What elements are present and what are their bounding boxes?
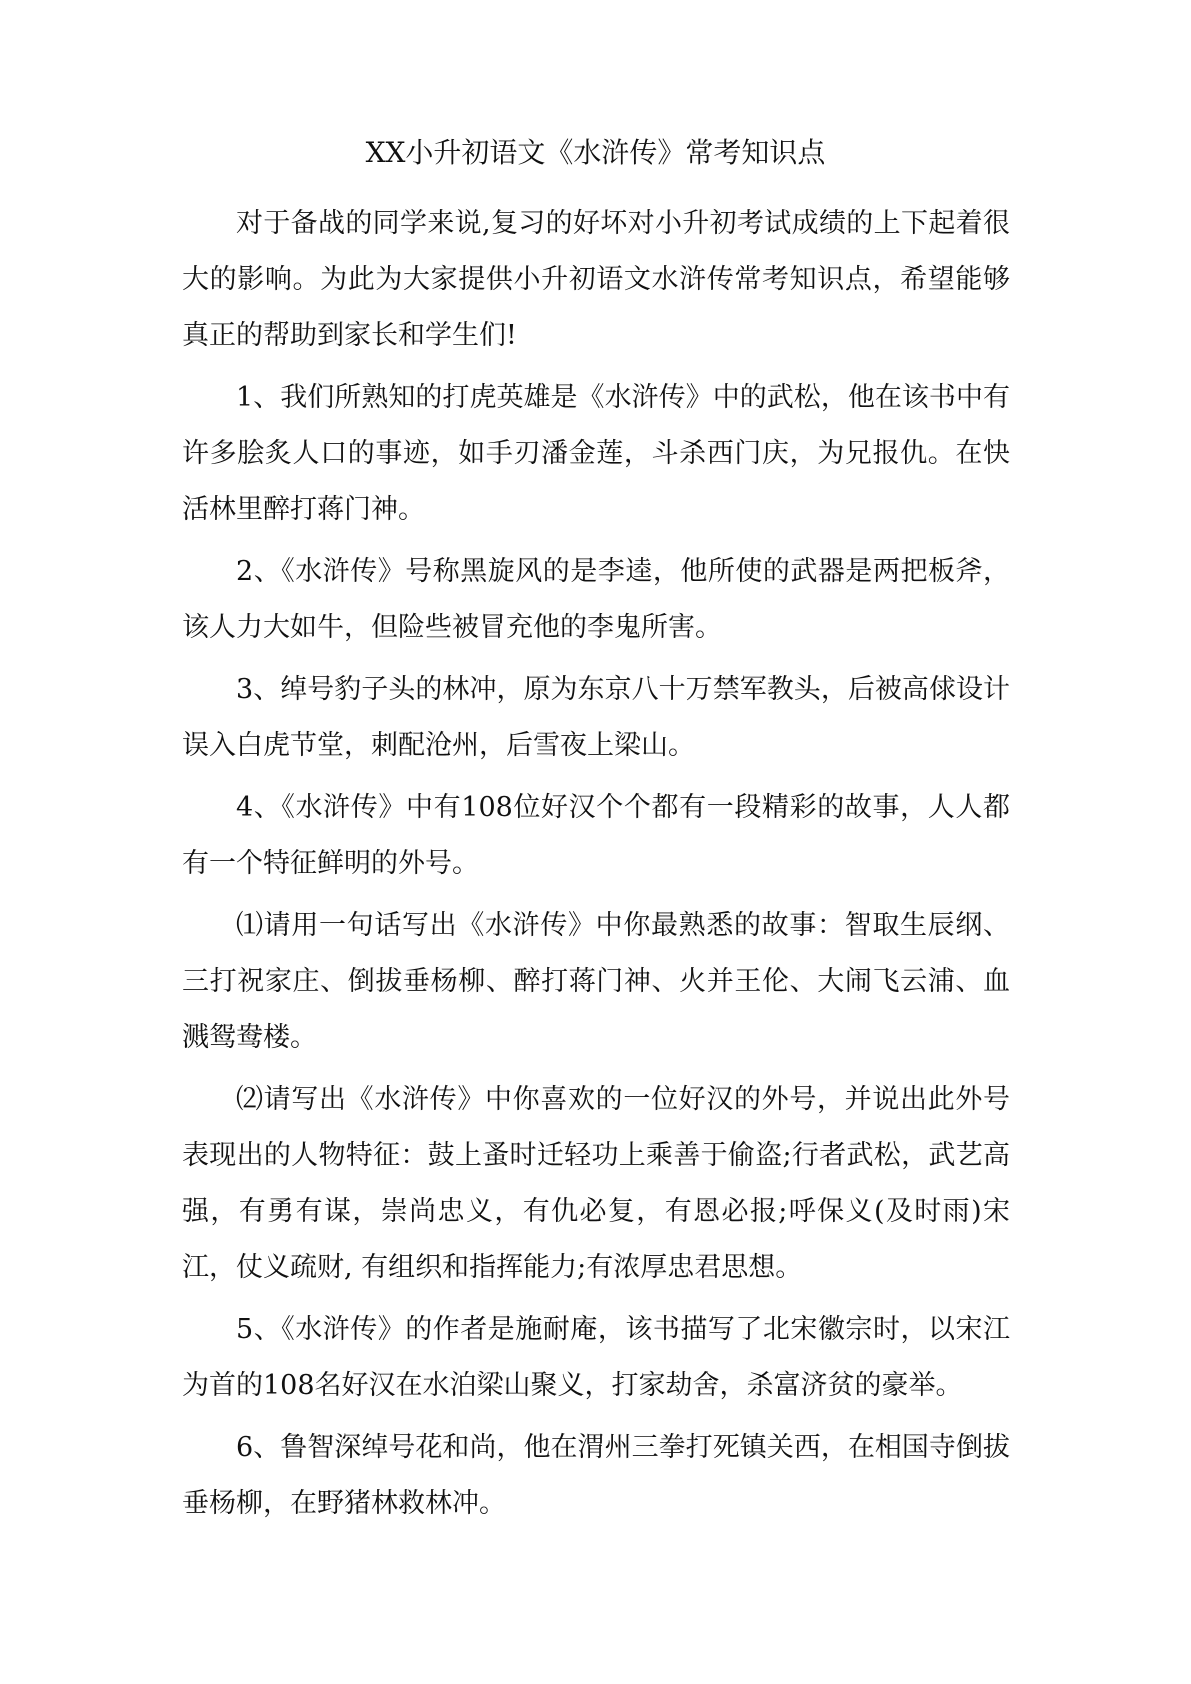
intro-paragraph: 对于备战的同学来说,复习的好坏对小升初考试成绩的上下起着很大的影响。为此为大家提供小升初语文水浒传常考知识点，希望能够真正的帮助到家长和学生们! bbox=[182, 208, 1010, 351]
point-3-paragraph: 3、绰号豹子头的林冲，原为东京八十万禁军教头，后被高俅设计误入白虎节堂，刺配沧州，后雪夜上梁山。 bbox=[182, 674, 1010, 761]
point-2-paragraph: 2、《水浒传》号称黑旋风的是李逵，他所使的武器是两把板斧，该人力大如牛，但险些被冒充他的李鬼所害。 bbox=[182, 556, 1010, 643]
point-4-sub-2-paragraph: ⑵请写出《水浒传》中你喜欢的一位好汉的外号，并说出此外号表现出的人物特征：鼓上蚤时迁轻功上乘善于偷盗;行者武松，武艺高强，有勇有谋，崇尚忠义，有仇必复，有恩必报;呼保义(及时雨)宋江，仗义疏财, 有组织和指挥能力;有浓厚忠君思想。 bbox=[182, 1084, 1010, 1283]
point-4-sub-1-paragraph: ⑴请用一句话写出《水浒传》中你最熟悉的故事：智取生辰纲、三打祝家庄、倒拔垂杨柳、醉打蒋门神、火并王伦、大闹飞云浦、血溅鸳鸯楼。 bbox=[182, 910, 1010, 1053]
point-4-paragraph: 4、《水浒传》中有108位好汉个个都有一段精彩的故事，人人都有一个特征鲜明的外号。 bbox=[182, 792, 1010, 879]
document-title: XX小升初语文《水浒传》常考知识点 bbox=[365, 136, 826, 169]
point-5-paragraph: 5、《水浒传》的作者是施耐庵，该书描写了北宋徽宗时，以宋江为首的108名好汉在水泊梁山聚义，打家劫舍，杀富济贫的豪举。 bbox=[182, 1314, 1010, 1401]
document-body bbox=[182, 196, 1010, 1538]
point-1-paragraph: 1、我们所熟知的打虎英雄是《水浒传》中的武松，他在该书中有许多脍炙人口的事迹，如手刃潘金莲，斗杀西门庆，为兄报仇。在快活林里醉打蒋门神。 bbox=[182, 382, 1010, 525]
point-6-paragraph: 6、鲁智深绰号花和尚，他在渭州三拳打死镇关西，在相国寺倒拔垂杨柳，在野猪林救林冲。 bbox=[182, 1432, 1010, 1519]
